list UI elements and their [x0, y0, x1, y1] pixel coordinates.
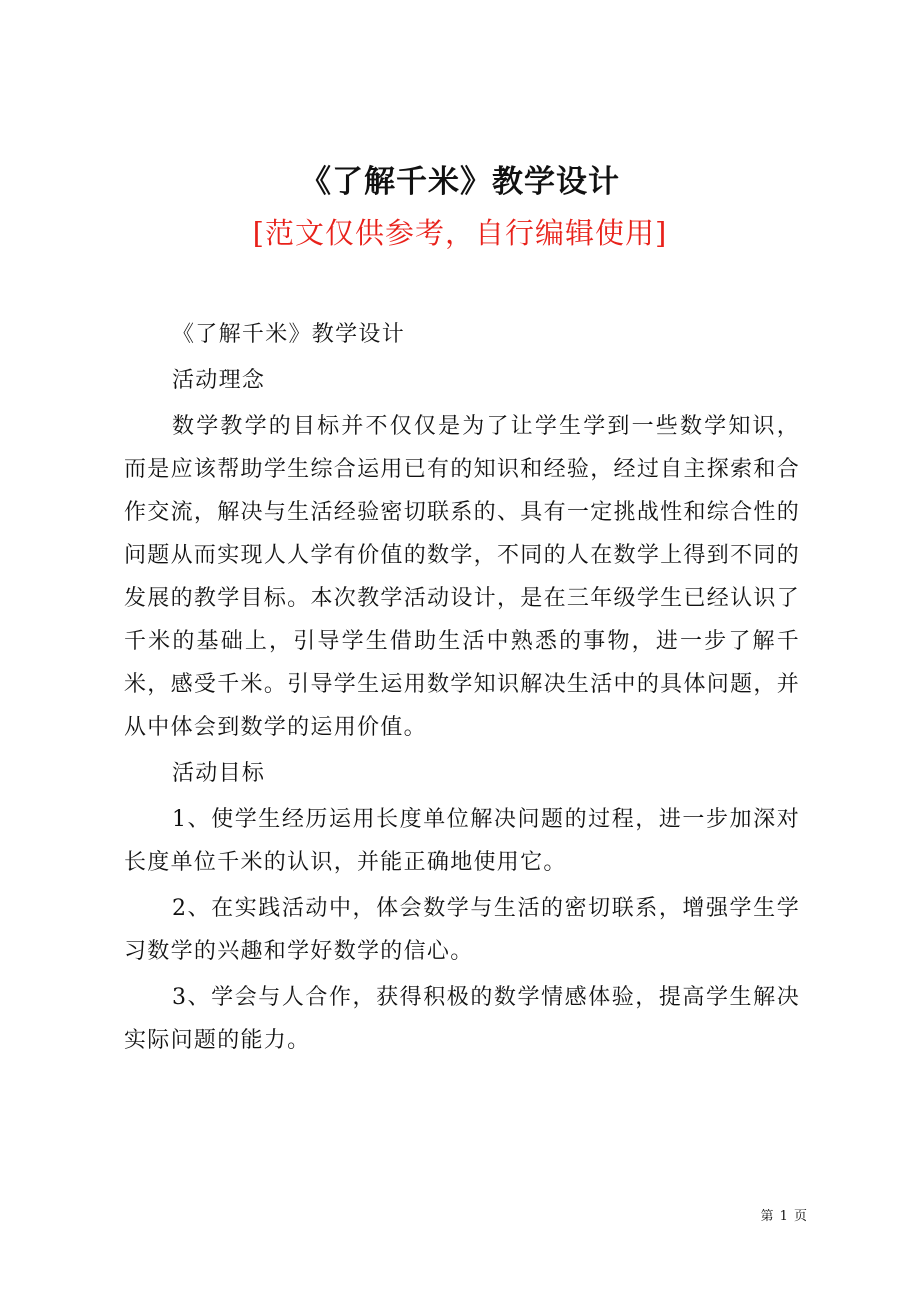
goal-item-3: 3、学会与人合作，获得积极的数学情感体验，提高学生解决实际问题的能力。 — [124, 985, 800, 1053]
document-body — [124, 313, 800, 1065]
page-number: 第 1 页 — [760, 1209, 808, 1224]
section-heading-concept: 活动理念 — [172, 368, 266, 393]
goal-item-2: 2、在实践活动中，体会数学与生活的密切联系，增强学生学习数学的兴趣和学好数学的信心。 — [124, 896, 800, 964]
goal-item-1: 1、使学生经历运用长度单位解决问题的过程，进一步加深对长度单位千米的认识，并能正确地使用它。 — [124, 807, 800, 875]
document-title: 《了解千米》教学设计 — [300, 164, 620, 200]
body-paragraph: 数学教学的目标并不仅仅是为了让学生学到一些数学知识，而是应该帮助学生综合运用已有的知识和经验，经过自主探索和合作交流，解决与生活经验密切联系的、具有一定挑战性和综合性的问题从而实现人人学有价值的数学，不同的人在数学上得到不同的发展的教学目标。本次教学活动设计，是在三年级学生已经认识了千米的基础上，引导学生借助生活中熟悉的事物，进一步了解千米，感受千米。引导学生运用数学知识解决生活中的具体问题，并从中体会到数学的运用价值。 — [124, 414, 800, 740]
section-heading-goals: 活动目标 — [172, 761, 266, 786]
body-heading: 《了解千米》教学设计 — [172, 322, 406, 347]
document-subtitle: [范文仅供参考，自行编辑使用] — [252, 216, 668, 250]
